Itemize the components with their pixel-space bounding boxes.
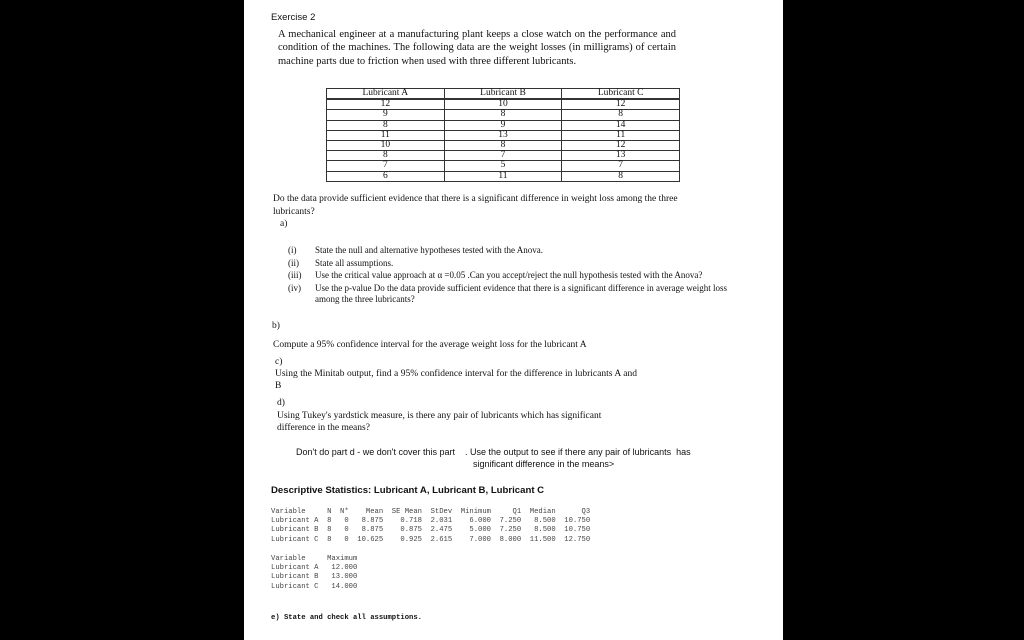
table-row [327, 161, 680, 171]
table-cell: 7 [444, 151, 562, 161]
note-significant-difference: significant difference in the means> [473, 459, 615, 469]
column-header: Lubricant C [562, 89, 680, 100]
part-d-text: Using Tukey's yardstick measure, is there any pair of lubricants which has significant difference in the means? [277, 411, 602, 433]
list-text: Use the p-value Do the data provide sufficient evidence that there is a significant difference in average weight loss among the three lubricants? [315, 282, 728, 304]
table-row [327, 130, 680, 140]
column-header: Lubricant A [327, 89, 445, 100]
list-text: State the null and alternative hypotheses tested with the Anova. [315, 245, 543, 255]
part-c-text: Using the Minitab output, find a 95% confidence interval for the difference in lubricants A and B [275, 369, 637, 391]
table-cell: 6 [327, 171, 445, 181]
table-cell: 5 [444, 161, 562, 171]
table-cell: 12 [327, 99, 445, 110]
weight-loss-table [326, 88, 680, 182]
list-number: (iv) [288, 282, 301, 293]
list-item [288, 283, 728, 306]
table-cell: 10 [444, 99, 562, 110]
table-cell: 11 [562, 130, 680, 140]
part-c-label: c) [275, 357, 283, 367]
table-cell: 8 [444, 110, 562, 120]
table-cell: 8 [562, 110, 680, 120]
list-text: State all assumptions. [315, 257, 394, 268]
table-cell: 8 [327, 120, 445, 130]
descriptive-statistics-heading: Descriptive Statistics: Lubricant A, Lubricant B, Lubricant C [271, 485, 545, 496]
table-cell: 8 [327, 151, 445, 161]
maximum-output-table: Variable Maximum Lubricant A 12.000 Lubricant B 13.000 Lubricant C 14.000 [271, 555, 358, 591]
table-cell: 13 [444, 130, 562, 140]
table-cell: 10 [327, 141, 445, 151]
table-cell: 12 [562, 99, 680, 110]
list-number: (iii) [288, 270, 302, 280]
part-d-label: d) [277, 398, 285, 408]
column-header: Lubricant B [444, 89, 562, 100]
list-number: (i) [288, 245, 297, 255]
table-row [327, 120, 680, 130]
part-a-label: a) [280, 219, 288, 229]
table-row [327, 151, 680, 161]
table-cell: 13 [562, 151, 680, 161]
table-cell: 7 [327, 161, 445, 171]
table-cell: 14 [562, 120, 680, 130]
list-item [288, 258, 728, 270]
part-b-label: b) [272, 321, 280, 331]
part-b-text: Compute a 95% confidence interval for the average weight loss for the lubricant A [273, 340, 587, 350]
list-text: Use the critical value approach at α =0.05 .Can you accept/reject the null hypothesis tested with the Anova? [315, 270, 703, 280]
list-number: (ii) [288, 257, 299, 268]
main-question: Do the data provide sufficient evidence that there is a significant difference in weight loss among the three lubricants? [273, 194, 678, 217]
document-page [244, 0, 783, 640]
statistics-output-table: Variable N N* Mean SE Mean StDev Minimum Q1 Median Q3 Lubricant A 8 0 8.875 0.718 2.031 6.000 7.250 8.500 10.750 Lubricant B 8 0 8.875 0.875 2.475 5.000 7.250 8.500 10.750 Lubricant C 8 0 10.625 0.925 2.615 7.000 8.000 11.500 12.750 [271, 508, 591, 544]
table-cell: 7 [562, 161, 680, 171]
table-cell: 11 [327, 130, 445, 140]
table-header-row [327, 89, 680, 100]
list-item [288, 245, 728, 257]
part-a-list [288, 245, 728, 307]
exercise-title: Exercise 2 [271, 12, 316, 23]
table-cell: 8 [562, 171, 680, 181]
table-cell: 9 [444, 120, 562, 130]
table-cell: 8 [444, 141, 562, 151]
part-e-text: e) State and check all assumptions. [271, 614, 422, 622]
table-cell: 9 [327, 110, 445, 120]
table-row [327, 110, 680, 120]
table-row [327, 171, 680, 181]
note-no-part-d: Don't do part d - we don't cover this part [296, 447, 456, 457]
table-cell: 12 [562, 141, 680, 151]
table-cell: 11 [444, 171, 562, 181]
note-use-output: . Use the output to see if there any pair of lubricants has [465, 447, 691, 457]
table-row [327, 99, 680, 110]
table-row [327, 141, 680, 151]
list-item [288, 270, 728, 282]
intro-paragraph: A mechanical engineer at a manufacturing plant keeps a close watch on the performance and condition of the machines. The following data are the weight losses (in milligrams) of certain machine parts due to friction when used with three different lubricants. [278, 29, 676, 67]
